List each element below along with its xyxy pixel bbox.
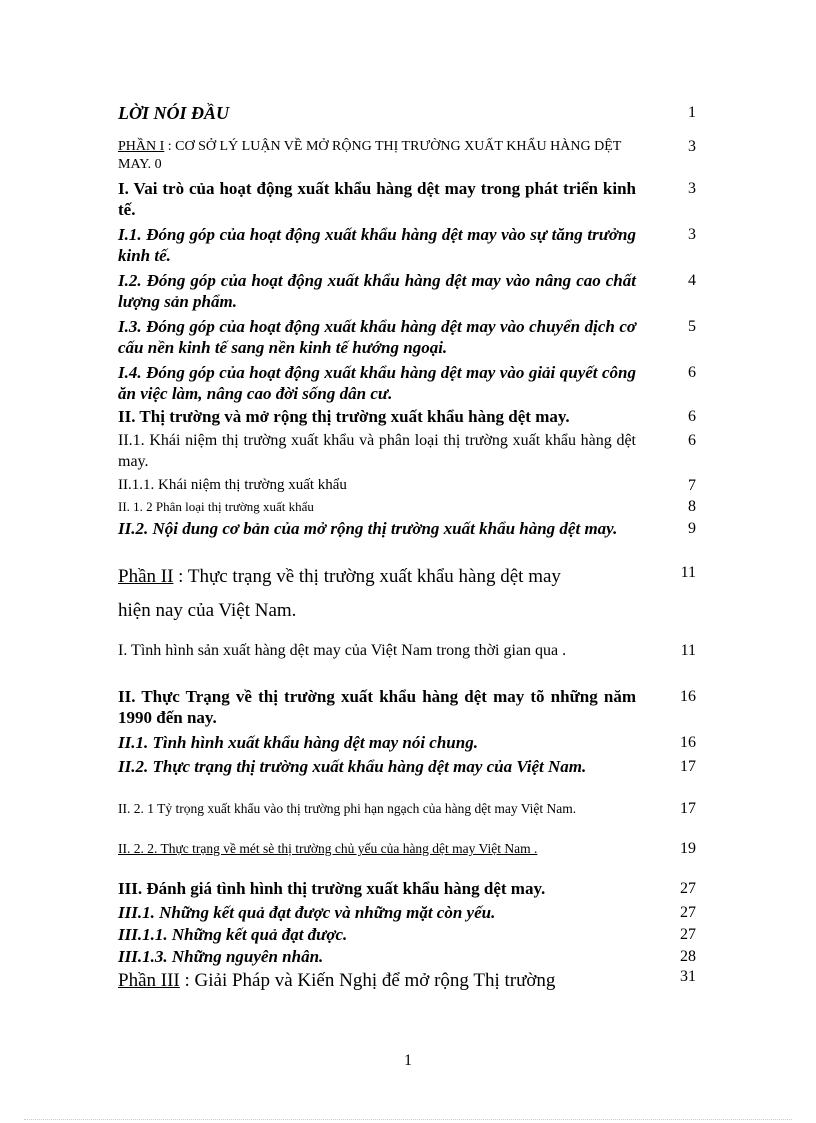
toc-page-number: 27 (680, 880, 696, 897)
toc-entry[interactable] (118, 498, 700, 516)
toc-entry[interactable] (118, 564, 700, 592)
toc-entry-text: III.1.3. Những nguyên nhân. (118, 947, 324, 966)
toc-title-row (118, 102, 700, 126)
toc-entry[interactable] (118, 840, 700, 876)
page-footer-number: 1 (404, 1052, 412, 1069)
toc-entry-text: II.2. Nội dung cơ bản của mở rộng thị trường xuất khẩu hàng dệt may. (118, 519, 618, 538)
toc-page-number: 9 (688, 520, 696, 537)
toc-page-number: 27 (680, 904, 696, 921)
toc-entry-text: II.1. Khái niệm thị trường xuất khẩu và phân loại thị trường xuất khẩu hàng dệt may. (118, 432, 636, 470)
toc-entry-text: I.2. Đóng góp của hoạt động xuất khẩu hàng dệt may vào nâng cao chất lượng sản phẩm. (118, 271, 636, 311)
toc-entry[interactable] (118, 902, 700, 924)
toc-entry-text: I.1. Đóng góp của hoạt động xuất khẩu hàng dệt may vào sự tăng trưởng kinh tế. (118, 225, 636, 265)
toc-entry-text: : Thực trạng về thị trường xuất khẩu hàng dệt may (173, 566, 561, 587)
page-bottom-border (24, 1119, 792, 1120)
toc-entry[interactable] (118, 732, 700, 754)
toc-entry[interactable] (118, 968, 700, 996)
toc-entry[interactable] (118, 476, 700, 496)
toc-entry[interactable] (118, 800, 700, 836)
toc-entry-text: III.1. Những kết quả đạt được và những mặt còn yếu. (118, 903, 496, 922)
toc-page-number: 17 (680, 800, 696, 817)
toc-entry[interactable] (118, 138, 700, 176)
toc-entry[interactable] (118, 640, 700, 686)
toc-title: LỜI NÓI ĐẦU (118, 103, 230, 123)
toc-page-number: 27 (680, 926, 696, 943)
toc-entry[interactable] (118, 406, 700, 428)
toc-page-number: 11 (680, 564, 696, 581)
toc-entry[interactable] (118, 178, 700, 222)
toc-entry-continuation (118, 598, 700, 626)
toc-entry-part-prefix: Phần II (118, 566, 174, 587)
toc-entry-part-prefix: Phần III (118, 970, 180, 991)
toc-page-number: 16 (680, 734, 696, 751)
toc-entry-text: II. 2. 2. Thực trạng về mét sè thị trường chủ yếu của hàng dệt may Việt Nam . (118, 841, 538, 856)
toc-entry-text: I. Tình hình sản xuất hàng dệt may của Việt Nam trong thời gian qua . (118, 642, 567, 659)
toc-page-number: 5 (688, 318, 696, 335)
toc-entry-part-prefix: PHẦN I (118, 139, 165, 154)
toc-page-number: 11 (680, 642, 696, 659)
toc-entry[interactable] (118, 924, 700, 946)
toc-entry-text: : CƠ SỞ LÝ LUẬN VỀ MỞ RỘNG THỊ TRƯỜNG XUẤT KHẨU HÀNG DỆT MAY. 0 (118, 139, 622, 172)
toc-entry-text: I.4. Đóng góp của hoạt động xuất khẩu hàng dệt may vào giải quyết công ăn việc làm, nâng cao đời sống dân cư. (118, 363, 636, 403)
toc-page-number: 3 (688, 138, 696, 155)
toc-entry[interactable] (118, 756, 700, 800)
toc-entry[interactable] (118, 878, 700, 900)
toc-entry[interactable] (118, 686, 700, 730)
toc-entry-text: II.1. Tình hình xuất khẩu hàng dệt may nói chung. (118, 733, 478, 752)
toc-page-number: 28 (680, 948, 696, 965)
toc-entry[interactable] (118, 316, 700, 360)
toc-entry[interactable] (118, 362, 700, 406)
toc-page-number: 19 (680, 840, 696, 857)
toc-entry-text: II. 1. 2 Phân loại thị trường xuất khẩu (118, 499, 314, 514)
toc-page-number: 7 (688, 477, 696, 494)
toc-page-number: 31 (680, 968, 696, 985)
toc-page-number: 3 (688, 180, 696, 197)
toc-page-number: 8 (688, 498, 696, 515)
toc-page-number: 6 (688, 432, 696, 449)
toc-page-number: 17 (680, 758, 696, 775)
toc-entry-text: I. Vai trò của hoạt động xuất khẩu hàng dệt may trong phát triển kinh tế. (118, 179, 636, 219)
toc-entry-text: I.3. Đóng góp của hoạt động xuất khẩu hàng dệt may vào chuyển dịch cơ cấu nền kinh tế sang nền kinh tế hướng ngoại. (118, 317, 636, 357)
toc-entry[interactable] (118, 430, 700, 474)
toc-entry-text: II. Thị trường và mở rộng thị trường xuất khẩu hàng dệt may. (118, 407, 570, 426)
toc-page-number: 3 (688, 226, 696, 243)
toc-entry-text: II.2. Thực trạng thị trường xuất khẩu hàng dệt may của Việt Nam. (118, 757, 587, 776)
toc-entry-text: hiện nay của Việt Nam. (118, 600, 297, 621)
toc-entry[interactable] (118, 270, 700, 314)
toc-page-number: 16 (680, 688, 696, 705)
toc-entry[interactable] (118, 518, 700, 562)
toc-page-number: 6 (688, 408, 696, 425)
toc-entry-text: III.1.1. Những kết quả đạt được. (118, 925, 348, 944)
toc-entry[interactable] (118, 946, 700, 968)
toc-entry-text: II.1.1. Khái niệm thị trường xuất khẩu (118, 477, 347, 493)
toc-page-number: 6 (688, 364, 696, 381)
toc-entry[interactable] (118, 224, 700, 268)
toc-page-number: 1 (688, 104, 696, 121)
toc-page-number: 4 (688, 272, 696, 289)
toc-entry-text: II. 2. 1 Tỷ trọng xuất khẩu vào thị trường phi hạn ngạch của hàng dệt may Việt Nam. (118, 801, 577, 816)
toc-entry-text: III. Đánh giá tình hình thị trường xuất khẩu hàng dệt may. (118, 879, 546, 898)
toc-entry-text: : Giải Pháp và Kiến Nghị để mở rộng Thị trường (179, 970, 556, 991)
toc-entry-text: II. Thực Trạng về thị trường xuất khẩu hàng dệt may tõ những năm 1990 đến nay. (118, 687, 636, 727)
